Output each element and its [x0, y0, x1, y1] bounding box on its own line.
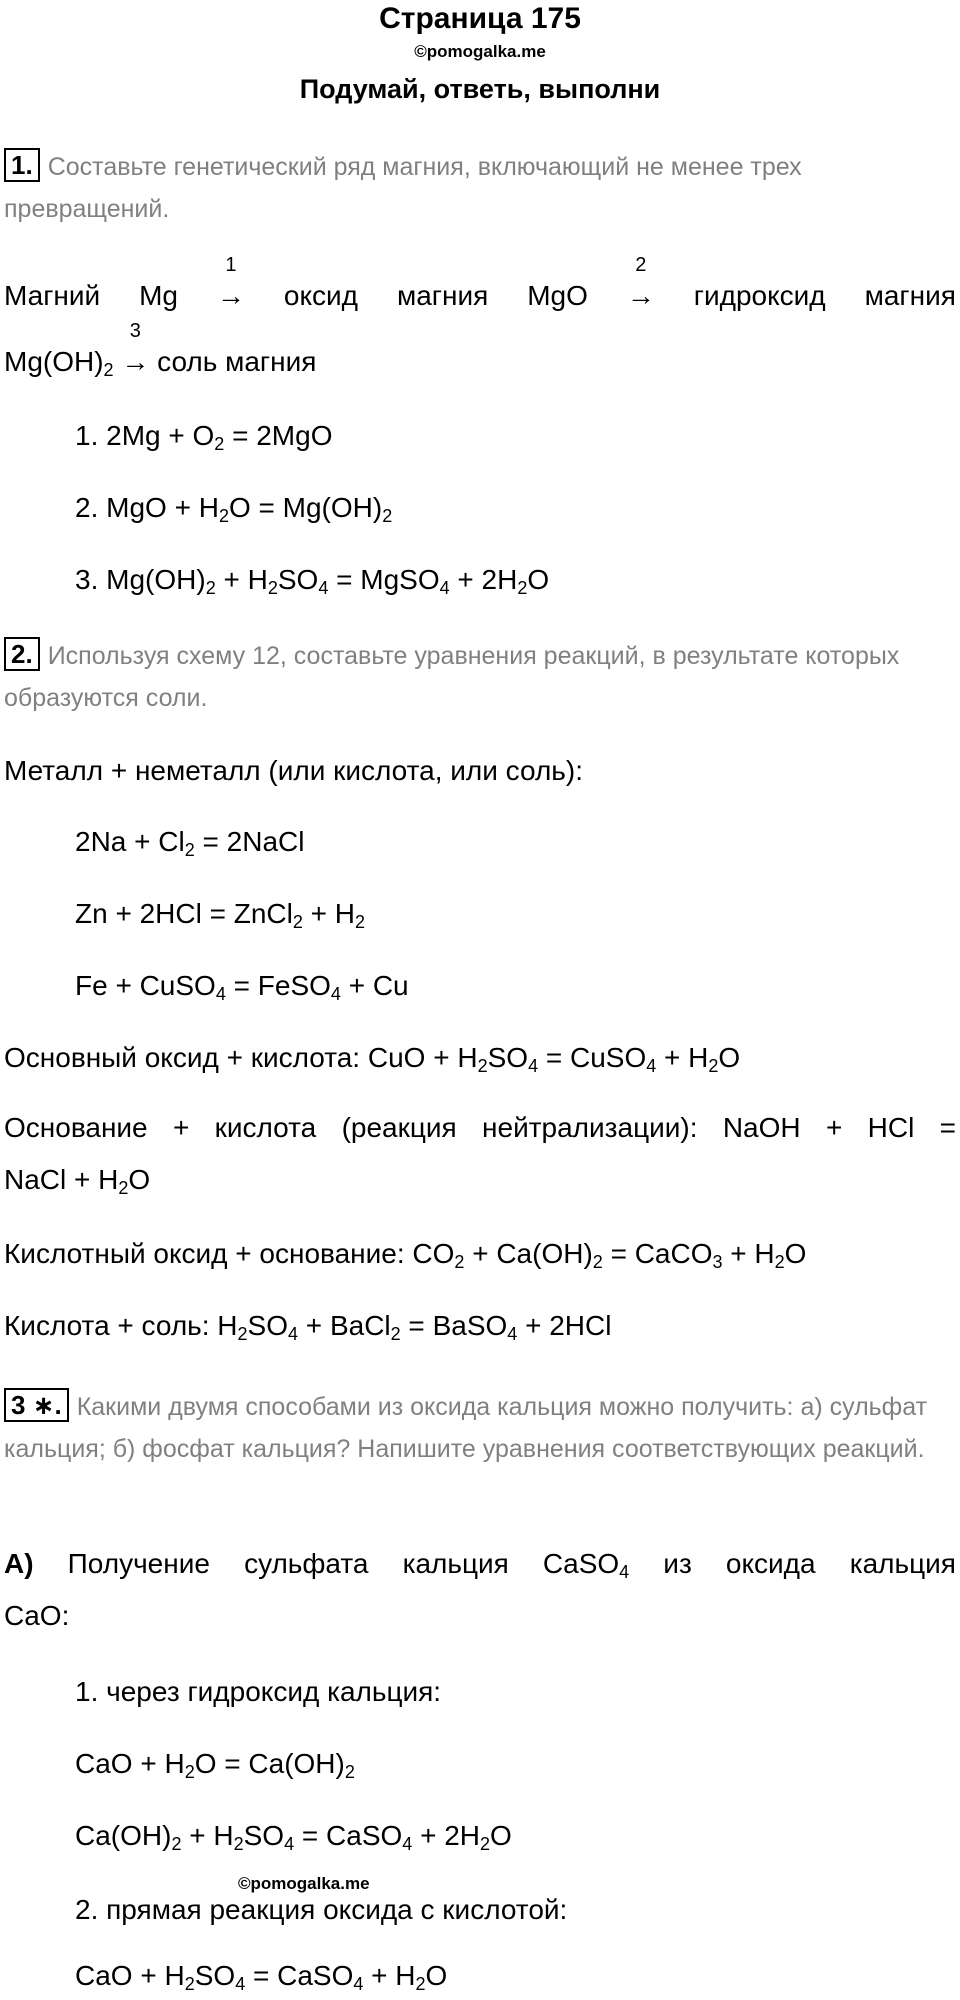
subscript: 2	[592, 1252, 603, 1272]
eq-part: SO	[487, 1042, 529, 1073]
eq-part: O = Ca(OH)	[194, 1748, 345, 1779]
subscript: 2	[344, 1762, 355, 1782]
eq-part: = 2NaCl	[194, 826, 305, 857]
subscript: 2	[214, 434, 225, 454]
word: +	[825, 1112, 843, 1143]
arrow-2-number: 2	[635, 254, 647, 276]
eq-part: + H	[722, 1238, 775, 1269]
eq-part: SO	[277, 564, 319, 595]
chain-word: Магний	[4, 280, 101, 311]
task-1-text: Составьте генетический ряд магния, включающий не менее трех превращений.	[4, 153, 802, 223]
formula	[543, 1548, 629, 1580]
word: Основание	[4, 1112, 148, 1143]
equation-caoh-acid	[75, 1820, 956, 1852]
subscript: 2	[292, 912, 303, 932]
subscript: 2	[205, 578, 216, 598]
word: нейтрализации):	[482, 1112, 698, 1143]
chain-word: магния	[864, 280, 956, 311]
eq-part: + H	[363, 1960, 416, 1991]
eq-part: Ca(OH)	[75, 1820, 172, 1851]
eq-part: 3. Mg(OH)	[75, 564, 206, 595]
subscript: 2	[390, 1324, 401, 1344]
subscript: 2	[267, 578, 278, 598]
equation-zn	[75, 898, 956, 930]
arrow-3-number: 3	[129, 320, 141, 342]
task-2-number: 2.	[4, 637, 40, 671]
subscript: 4	[288, 1324, 299, 1344]
subscript: 2	[171, 1834, 182, 1854]
subscript: 2	[233, 1834, 244, 1854]
chain-word: MgO	[527, 280, 588, 311]
chain-word: гидроксид	[693, 280, 826, 311]
subscript: 4	[235, 1974, 246, 1994]
eq-part: + 2H	[412, 1820, 480, 1851]
eq-part: O	[425, 1960, 448, 1991]
subscript: 4	[353, 1974, 364, 1994]
arrow-2	[626, 254, 655, 312]
task-2-prompt	[4, 635, 956, 719]
word: кальция	[849, 1548, 956, 1579]
section-subtitle: Подумай, ответь, выполни	[299, 74, 661, 104]
page-title: Страница 175	[379, 2, 581, 35]
word: (реакция	[341, 1112, 457, 1143]
eq-part: = BaSO	[400, 1310, 508, 1341]
word: NaOH	[722, 1112, 801, 1143]
subscript: 2	[708, 1056, 719, 1076]
watermark-bottom: ©pomogalka.me	[238, 1874, 370, 1893]
eq-part: + Ca(OH)	[464, 1238, 593, 1269]
word: кислота	[214, 1112, 317, 1143]
subscript: 2	[184, 1762, 195, 1782]
subscript: 4	[507, 1324, 518, 1344]
task-2-text: Используя схему 12, составьте уравнения реакций, в результате которых образуются соли.	[4, 642, 900, 712]
eq-part: + 2H	[449, 564, 518, 595]
formula: Mg(OH)	[4, 346, 104, 377]
subscript: 4	[318, 578, 329, 598]
word: +	[172, 1112, 190, 1143]
subscript: 2	[237, 1324, 248, 1344]
equation-cao-water	[75, 1748, 956, 1780]
word: из	[663, 1548, 692, 1579]
eq-part: Кислотный оксид + основание: CO	[4, 1238, 455, 1269]
task-1-number: 1.	[4, 148, 40, 182]
subscript: 3	[712, 1252, 723, 1272]
task-1-prompt	[4, 146, 956, 230]
eq-part: Zn + 2HCl = ZnCl	[75, 898, 293, 929]
task-3-number: 3 ∗.	[4, 1388, 69, 1422]
subscript: 2	[184, 1974, 195, 1994]
subscript: 4	[284, 1834, 295, 1854]
eq-part: = CuSO	[538, 1042, 647, 1073]
subscript: 4	[402, 1834, 413, 1854]
subscript: 2	[382, 506, 393, 526]
eq-part: + H	[656, 1042, 709, 1073]
equation-na	[75, 826, 956, 858]
eq-part: O = Mg(OH)	[228, 492, 383, 523]
eq-part: + H	[215, 564, 268, 595]
arrow-3	[121, 320, 150, 378]
word: сульфата	[244, 1548, 369, 1579]
chain-word: магния	[396, 280, 489, 311]
eq-part: = CaSO	[294, 1820, 403, 1851]
eq-part: NaCl + H	[4, 1164, 119, 1195]
subscript: 2	[184, 840, 195, 860]
word: Получение	[67, 1548, 210, 1579]
eq-part: O	[784, 1238, 807, 1269]
subscript: 4	[646, 1056, 657, 1076]
arrow-2-glyph: →	[626, 280, 655, 311]
eq-part: SO	[243, 1820, 285, 1851]
eq-part: + H	[181, 1820, 234, 1851]
eq-part: Кислота + соль: H	[4, 1310, 238, 1341]
eq-part: CaO + H	[75, 1960, 185, 1991]
chain-word: Mg	[139, 280, 179, 311]
eq-part: Fe + CuSO	[75, 970, 216, 1001]
eq-part: O	[490, 1820, 512, 1851]
eq-part: = MgSO	[328, 564, 440, 595]
eq-part: CaSO	[542, 1548, 620, 1579]
subscript: 4	[330, 984, 341, 1004]
subscript: 4	[439, 578, 450, 598]
word: оксида	[725, 1548, 816, 1579]
eq-part: + 2HCl	[517, 1310, 612, 1341]
acid-salt-line	[4, 1310, 956, 1342]
eq-part: O	[128, 1164, 151, 1195]
arrow-3-glyph: →	[121, 346, 150, 377]
eq-part: = FeSO	[225, 970, 331, 1001]
word: =	[939, 1112, 956, 1143]
way-1-heading: 1. через гидроксид кальция:	[75, 1676, 442, 1707]
part-a-heading-line-2: CaO:	[4, 1600, 70, 1631]
eq-part: SO	[247, 1310, 289, 1341]
basic-oxide-line	[4, 1042, 956, 1074]
eq-part: 2. MgO + H	[75, 492, 219, 523]
eq-part: CaO + H	[75, 1748, 185, 1779]
arrow-1	[216, 254, 245, 312]
chain-word: оксид	[283, 280, 359, 311]
subscript: 4	[215, 984, 226, 1004]
eq-part: = CaCO	[602, 1238, 713, 1269]
equation-1	[75, 420, 956, 452]
eq-part: O	[718, 1042, 741, 1073]
equation-3	[75, 564, 956, 596]
subscript: 2	[118, 1178, 129, 1198]
neutralization-line-1	[4, 1112, 956, 1144]
word: кальция	[402, 1548, 509, 1579]
task-3-text: Какими двумя способами из оксида кальция можно получить: а) сульфат кальция; б) фосфат кальция? Напишите уравнения соответствующих реакций.	[4, 1393, 928, 1463]
way-2-heading: 2. прямая реакция оксида с кислотой:	[75, 1894, 568, 1925]
arrow-1-number: 1	[225, 254, 237, 276]
equation-2	[75, 492, 956, 524]
eq-part: 2Na + Cl	[75, 826, 185, 857]
eq-part: SO	[194, 1960, 236, 1991]
genetic-chain-line-1	[4, 254, 956, 312]
equation-direct	[75, 1960, 956, 1992]
subscript: 4	[528, 1056, 539, 1076]
subscript: 2	[103, 360, 114, 380]
eq-part: Основный оксид + кислота: CuO + H	[4, 1042, 478, 1073]
arrow-1-glyph: →	[216, 280, 245, 311]
subscript: 2	[480, 1834, 491, 1854]
subscript: 4	[619, 1562, 630, 1582]
chain-word: соль магния	[157, 346, 317, 377]
neutralization-line-2	[4, 1164, 956, 1196]
word: HCl	[867, 1112, 915, 1143]
subscript: 2	[218, 506, 229, 526]
equation-fe	[75, 970, 956, 1002]
watermark-top: ©pomogalka.me	[414, 42, 546, 61]
subscript: 2	[774, 1252, 785, 1272]
eq-part: + BaCl	[298, 1310, 391, 1341]
eq-part: = 2MgO	[224, 420, 333, 451]
eq-part: + Cu	[340, 970, 409, 1001]
eq-part: + H	[302, 898, 356, 929]
subscript: 2	[415, 1974, 426, 1994]
part-a-heading-line-1	[4, 1548, 956, 1580]
genetic-chain-line-2	[4, 320, 956, 380]
task-3-prompt	[4, 1386, 956, 1470]
subscript: 2	[477, 1056, 488, 1076]
acid-oxide-line	[4, 1238, 956, 1270]
eq-part: = CaSO	[245, 1960, 354, 1991]
eq-part: O	[527, 564, 550, 595]
eq-part: 1. 2Mg + O	[75, 420, 215, 451]
subscript: 2	[355, 912, 366, 932]
metal-reactions-heading: Металл + неметалл (или кислота, или соль):	[4, 755, 583, 786]
subscript: 2	[454, 1252, 465, 1272]
part-a-label: А)	[4, 1548, 34, 1579]
subscript: 2	[517, 578, 528, 598]
